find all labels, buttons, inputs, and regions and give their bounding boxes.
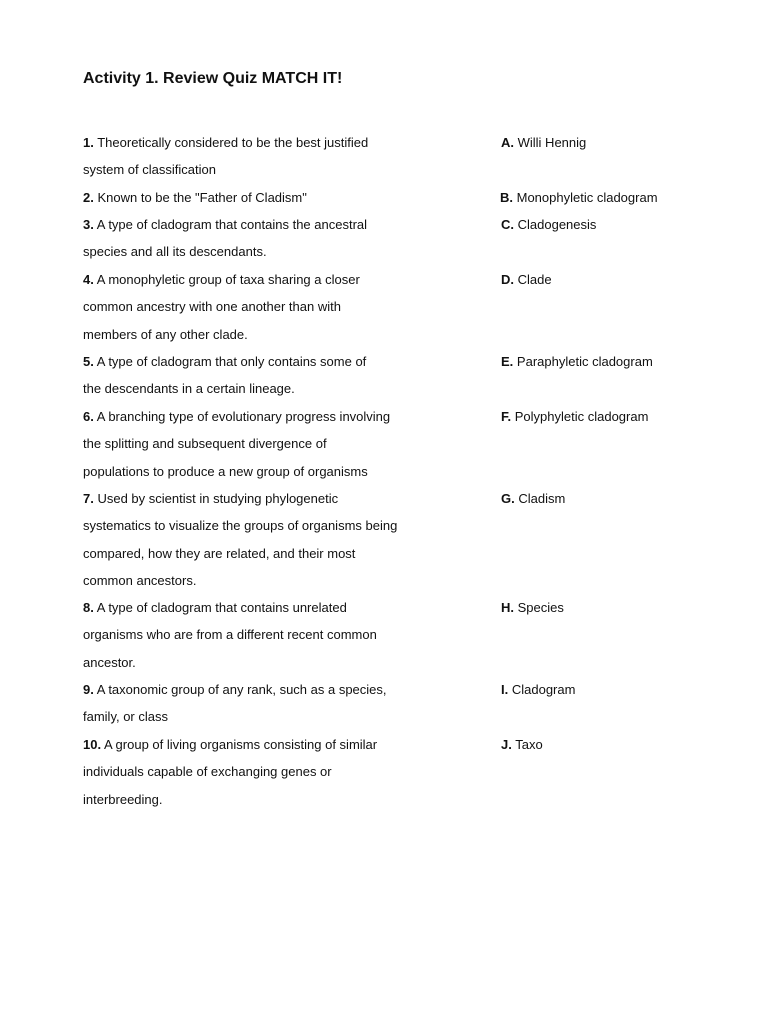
answer-letter: C. bbox=[501, 217, 514, 232]
question-text: organisms who are from a different recent common bbox=[83, 627, 377, 643]
question-line bbox=[83, 266, 413, 293]
question-line bbox=[83, 594, 413, 621]
question-text: systematics to visualize the groups of organisms being bbox=[83, 518, 398, 534]
question-item bbox=[83, 211, 413, 266]
answer-letter: H. bbox=[501, 600, 514, 615]
question-item bbox=[83, 266, 413, 348]
answer-text: Species bbox=[517, 600, 564, 615]
question-item bbox=[83, 731, 413, 813]
question-item bbox=[83, 403, 413, 485]
answer-item bbox=[501, 676, 741, 703]
answer-item bbox=[501, 129, 741, 156]
question-item bbox=[83, 594, 413, 676]
page-title: Activity 1. Review Quiz MATCH IT! bbox=[83, 70, 343, 87]
answer-letter: E. bbox=[501, 354, 514, 369]
answer-item bbox=[501, 485, 741, 512]
answer-letter: J. bbox=[501, 737, 512, 752]
answer-item bbox=[501, 731, 741, 758]
question-text: species and all its descendants. bbox=[83, 244, 267, 260]
answer-text: Willi Hennig bbox=[517, 135, 587, 150]
question-text: ancestor. bbox=[83, 654, 136, 670]
question-item bbox=[83, 184, 413, 211]
question-text: members of any other clade. bbox=[83, 326, 248, 342]
question-text: common ancestors. bbox=[83, 572, 197, 588]
question-text: family, or class bbox=[83, 709, 168, 725]
question-number: 10. bbox=[83, 737, 102, 752]
question-text: A monophyletic group of taxa sharing a closer bbox=[96, 272, 360, 287]
question-line bbox=[83, 129, 413, 156]
question-number: 5. bbox=[83, 354, 94, 369]
question-item bbox=[83, 485, 413, 594]
question-line bbox=[83, 348, 413, 375]
answer-letter: F. bbox=[501, 409, 512, 424]
answer-text: Monophyletic cladogram bbox=[516, 190, 658, 205]
question-item bbox=[83, 129, 413, 184]
question-text: A type of cladogram that contains unrelated bbox=[96, 600, 347, 615]
answer-text: Clade bbox=[517, 272, 552, 287]
question-line bbox=[83, 676, 413, 703]
question-number: 8. bbox=[83, 600, 94, 615]
question-text: A type of cladogram that only contains some of bbox=[96, 354, 367, 369]
question-text: A branching type of evolutionary progress involving bbox=[96, 409, 391, 424]
question-number: 2. bbox=[83, 190, 94, 205]
answer-item bbox=[500, 184, 740, 211]
question-text: A group of living organisms consisting of similar bbox=[103, 737, 378, 752]
answer-text: Cladism bbox=[518, 491, 566, 506]
question-text: Used by scientist in studying phylogenetic bbox=[97, 491, 339, 506]
question-text: Theoretically considered to be the best justified bbox=[97, 135, 369, 150]
answer-letter: I. bbox=[501, 682, 509, 697]
question-text: Known to be the "Father of Cladism" bbox=[97, 190, 307, 205]
answer-letter: G. bbox=[501, 491, 515, 506]
question-number: 3. bbox=[83, 217, 94, 232]
question-number: 7. bbox=[83, 491, 94, 506]
question-text: system of classification bbox=[83, 162, 216, 178]
question-number: 9. bbox=[83, 682, 94, 697]
question-line bbox=[83, 184, 413, 211]
question-text: interbreeding. bbox=[83, 791, 163, 807]
question-text: A type of cladogram that contains the ancestral bbox=[96, 217, 368, 232]
answer-item bbox=[501, 403, 741, 430]
question-line bbox=[83, 731, 413, 758]
question-number: 1. bbox=[83, 135, 94, 150]
answer-text: Taxo bbox=[515, 737, 543, 752]
answer-item bbox=[501, 266, 741, 293]
question-number: 6. bbox=[83, 409, 94, 424]
question-text: common ancestry with one another than with bbox=[83, 299, 341, 315]
question-line bbox=[83, 403, 413, 430]
question-text: individuals capable of exchanging genes or bbox=[83, 764, 332, 780]
question-line bbox=[83, 211, 413, 238]
question-text: A taxonomic group of any rank, such as a species, bbox=[96, 682, 387, 697]
question-line bbox=[83, 485, 413, 512]
answer-item bbox=[501, 594, 741, 621]
answer-text: Cladogram bbox=[511, 682, 576, 697]
answer-item bbox=[501, 211, 741, 238]
question-item bbox=[83, 348, 413, 403]
question-text: the descendants in a certain lineage. bbox=[83, 381, 295, 397]
answer-text: Polyphyletic cladogram bbox=[514, 409, 649, 424]
answer-letter: A. bbox=[501, 135, 514, 150]
answer-text: Paraphyletic cladogram bbox=[516, 354, 653, 369]
question-item bbox=[83, 676, 413, 731]
answer-letter: D. bbox=[501, 272, 514, 287]
question-text: the splitting and subsequent divergence of bbox=[83, 436, 327, 452]
answer-item bbox=[501, 348, 741, 375]
question-text: populations to produce a new group of organisms bbox=[83, 463, 368, 479]
question-text: compared, how they are related, and their most bbox=[83, 545, 356, 561]
answer-text: Cladogenesis bbox=[517, 217, 597, 232]
question-number: 4. bbox=[83, 272, 94, 287]
answer-letter: B. bbox=[500, 190, 513, 205]
